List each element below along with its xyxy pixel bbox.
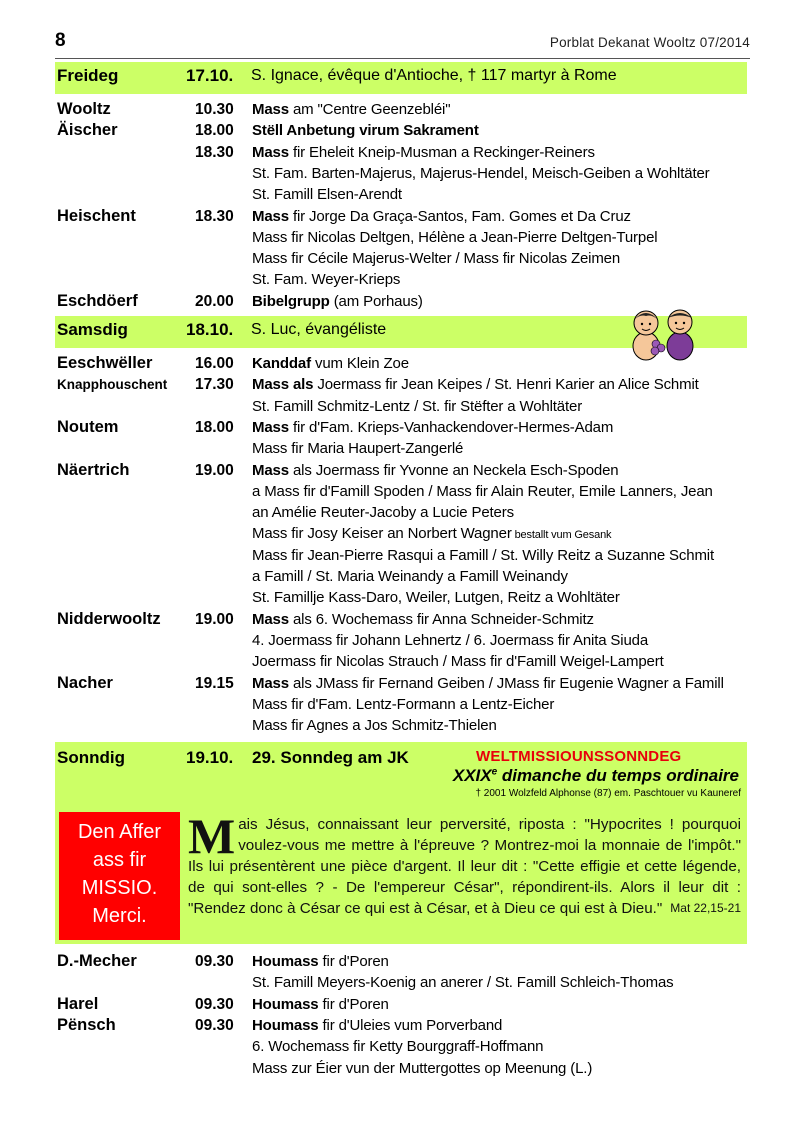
mass-description: Mass fir Cécile Majerus-Welter / Mass fir Nicolas Zeimen: [252, 250, 621, 268]
mission-sunday-label: WELTMISSIOUNSSONNDEG: [476, 748, 682, 765]
gospel-quote: [188, 808, 741, 919]
mass-description: Mass fir Eheleit Kneip-Musman a Reckinger-Reiners: [252, 143, 595, 161]
mass-description: Mass als Joermass fir Yvonne an Neckela Esch-Spoden: [252, 461, 619, 479]
missio-line: Den Affer: [77, 821, 162, 843]
mass-time: 09.30: [195, 995, 234, 1013]
location: Nacher: [57, 673, 113, 692]
page-number: 8: [55, 30, 66, 51]
mass-description: Mass fir Jorge Da Graça-Santos, Fam. Gomes et Da Cruz: [252, 207, 631, 225]
location: Nidderwooltz: [57, 609, 161, 628]
mass-time: 18.30: [195, 207, 234, 225]
location: Knapphouschent: [57, 377, 168, 393]
feast-name: S. Ignace, évêque d'Antioche, † 117 martyr à Rome: [251, 67, 617, 84]
day-header-sunday: [55, 742, 747, 944]
mass-description: St. Famill Meyers-Koenig an anerer / St. Famill Schleich-Thomas: [252, 974, 674, 992]
mass-description: a Mass fir d'Famill Spoden / Mass fir Alain Reuter, Emile Lanners, Jean: [252, 482, 713, 500]
mass-description: Mass fir Maria Haupert-Zangerlé: [252, 440, 464, 458]
mass-time: 19.00: [195, 461, 234, 479]
mass-description: Bibelgrupp (am Porhaus): [252, 292, 423, 310]
publication-title: Porblat Dekanat Wooltz 07/2014: [549, 35, 750, 50]
location: Heischent: [57, 206, 136, 225]
mass-description: Mass fir Jean-Pierre Rasqui a Famill / St. Willy Reitz a Suzanne Schmit: [252, 546, 714, 564]
location: Äischer: [57, 121, 118, 140]
sunday-title: 29. Sonndeg am JK: [252, 748, 409, 767]
day-date: 18.10.: [186, 320, 234, 339]
location: Eschdöerf: [57, 291, 138, 310]
mass-time: 17.30: [195, 376, 234, 394]
mass-time: 18.00: [195, 122, 234, 140]
mass-description: Mass fir d'Fam. Krieps-Vanhackendover-Hermes-Adam: [252, 418, 614, 436]
mass-time: 18.00: [195, 418, 234, 436]
mass-description: Houmass fir d'Uleies vum Porverband: [252, 1016, 503, 1034]
mass-time: 09.30: [195, 1016, 234, 1034]
mass-time: 09.30: [195, 953, 234, 970]
mass-time: 20.00: [195, 292, 234, 310]
day-name: Samsdig: [57, 320, 128, 339]
mass-description: Mass fir Josy Keiser an Norbert Wagner bestallt vum Gesank: [252, 525, 612, 543]
day-date: 17.10.: [186, 66, 234, 85]
day-name: Sonndig: [57, 748, 125, 767]
mass-description: St. Famillje Kass-Daro, Weiler, Lutgen, Reitz a Wohltäter: [252, 589, 620, 607]
mass-description: St. Famill Schmitz-Lentz / St. fir Stëfter a Wohltäter: [252, 397, 583, 415]
mass-time: 19.15: [195, 674, 234, 692]
feast-name: S. Luc, évangéliste: [251, 321, 387, 338]
gospel-reference: Mat 22,15-21: [670, 901, 741, 915]
mass-description: Kanddaf vum Klein Zoe: [252, 355, 409, 372]
mass-description: Mass als 6. Wochemass fir Anna Schneider-Schmitz: [252, 610, 594, 628]
obituary-note: † 2001 Wolzfeld Alphonse (87) em. Paschtouer vu Kauneref: [475, 788, 741, 799]
mass-time: 18.30: [195, 143, 234, 161]
mass-time: 10.30: [195, 101, 234, 118]
mass-description: Houmass fir d'Poren: [252, 953, 389, 970]
missio-line: MISSIO.: [81, 877, 158, 899]
location: Wooltz: [57, 100, 111, 118]
mass-description: Mass zur Éier vun der Muttergottes op Meenung (L.): [252, 1059, 593, 1077]
day-date: 19.10.: [186, 748, 234, 767]
location: Pënsch: [57, 1015, 116, 1034]
mass-description: a Famill / St. Maria Weinandy a Famill Weinandy: [252, 568, 568, 585]
mass-description: Stëll Anbetung virum Sakrament: [252, 122, 479, 140]
missio-line: Merci.: [92, 905, 147, 927]
mass-description: Houmass fir d'Poren: [252, 995, 389, 1013]
mass-description: Mass als JMass fir Fernand Geiben / JMass fir Eugenie Wagner a Famill: [252, 674, 724, 692]
missio-collection-box: [59, 812, 180, 940]
mass-description: an Amélie Reuter-Jacoby a Lucie Peters: [252, 504, 514, 522]
mass-description: St. Famill Elsen-Arendt: [252, 186, 402, 204]
location: Noutem: [57, 417, 119, 436]
gospel-text: ais Jésus, connaissant leur perversité, riposta : "Hypocrites ! pourquoi voulez-vous me mettre à l'épreuve ? Montrez-moi la monnaie de l'impôt." Ils lui présentèrent une pièce d'argent. Il leur dit : "Cette effigie et cette légende, de qui sont-elles ? - De l'empereur César", répondirent-ils. Alors il leur dit : "Rendez donc à César ce qui est à César, et à Dieu ce qui est à Dieu.": [188, 816, 741, 917]
mass-time: 19.00: [195, 610, 234, 628]
mass-description: Mass am "Centre Geenzebléi": [252, 101, 451, 118]
day-name: Freideg: [57, 66, 119, 85]
missio-line: ass fir: [92, 849, 147, 871]
mass-description: St. Fam. Weyer-Krieps: [252, 271, 401, 289]
mass-description: Mass fir d'Fam. Lentz-Formann a Lentz-Eicher: [252, 695, 555, 713]
children-illustration: [628, 306, 698, 362]
mass-description: 6. Wochemass fir Ketty Bourggraff-Hoffmann: [252, 1038, 544, 1056]
location: Harel: [57, 994, 99, 1013]
mass-description: Joermass fir Nicolas Strauch / Mass fir d'Famill Weigel-Lampert: [252, 653, 664, 671]
location: Eeschwëller: [57, 354, 153, 372]
header-rule: [55, 58, 750, 59]
mass-description: Mass als Joermass fir Jean Keipes / St. Henri Karier an Alice Schmit: [252, 376, 699, 394]
day-header-friday: [55, 62, 747, 94]
french-liturgical-title: XXIXe dimanche du temps ordinaire: [452, 766, 739, 785]
mass-time: 16.00: [195, 355, 234, 372]
location: D.-Mecher: [57, 952, 137, 970]
mass-description: Mass fir Nicolas Deltgen, Hélène a Jean-Pierre Deltgen-Turpel: [252, 228, 658, 246]
mass-description: St. Fam. Barten-Majerus, Majerus-Hendel, Meisch-Geiben a Wohltäter: [252, 164, 710, 182]
mass-description: Mass fir Agnes a Jos Schmitz-Thielen: [252, 717, 497, 735]
drop-cap: M: [188, 808, 236, 864]
location: Näertrich: [57, 460, 130, 479]
mass-description: 4. Joermass fir Johann Lehnertz / 6. Joermass fir Anita Siuda: [252, 631, 649, 649]
